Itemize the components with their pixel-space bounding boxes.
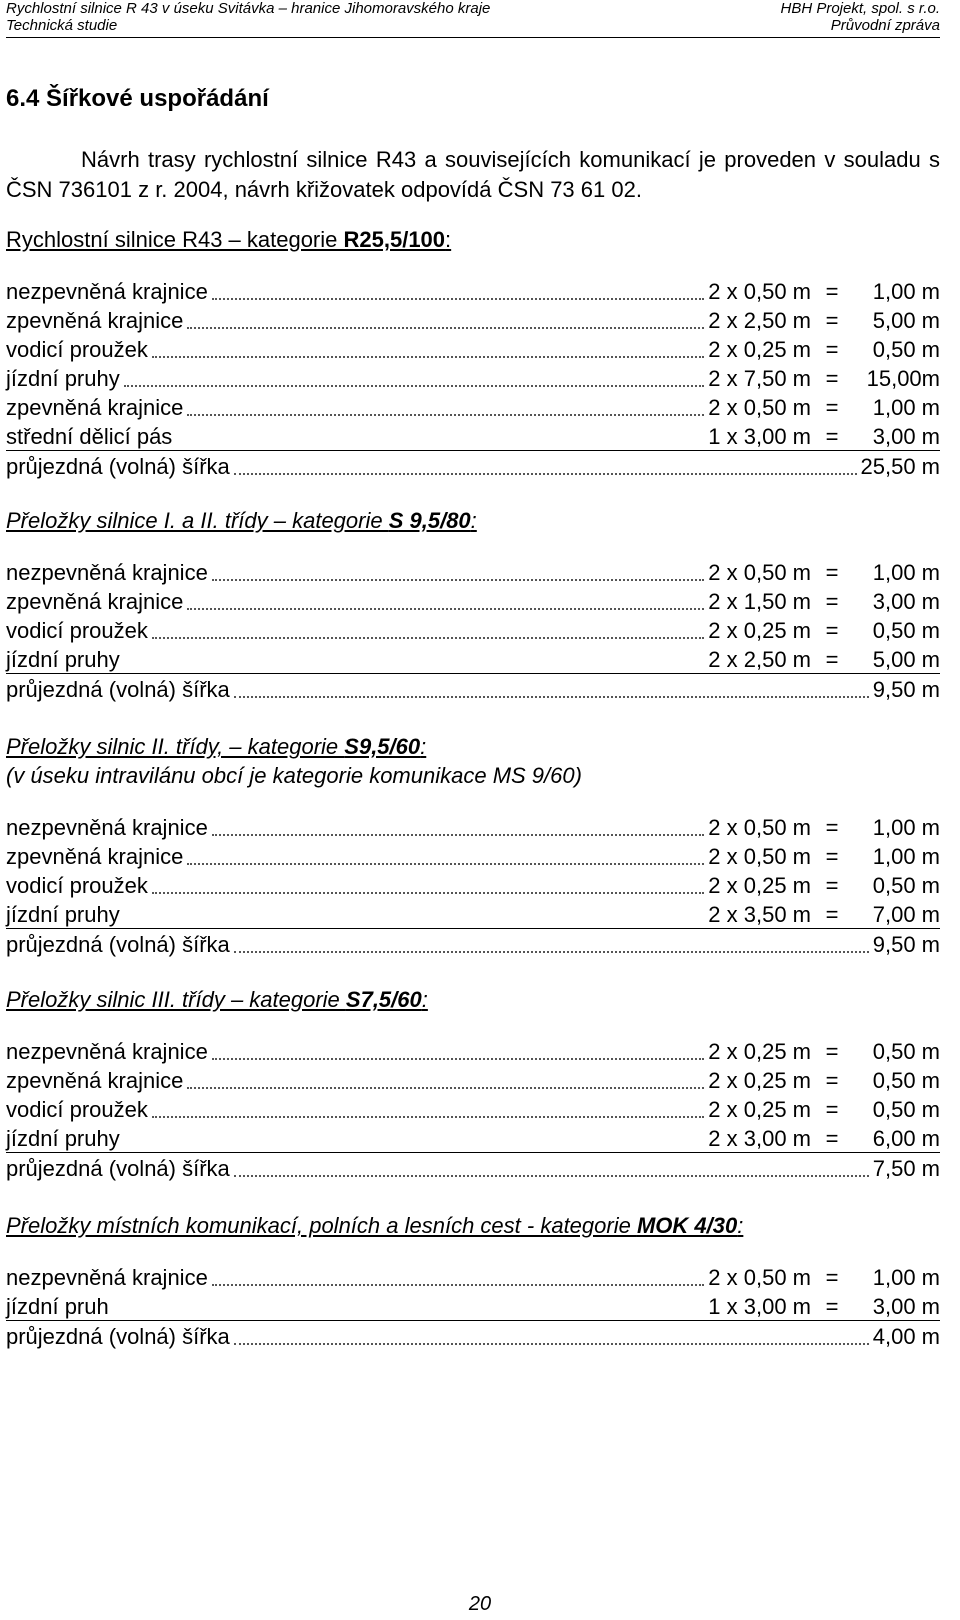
header-company: HBH Projekt, spol. s r.o. xyxy=(780,0,940,17)
width-table-mok-4-30 xyxy=(6,1211,940,1350)
width-table-r43 xyxy=(6,225,940,480)
header-report-type: Průvodní zpráva xyxy=(830,17,940,34)
width-table-s95-80 xyxy=(6,506,940,703)
total-row: průjezdná (volná) šířka 9,50 m xyxy=(6,932,940,957)
section-heading: 6.4 Šířkové uspořádání xyxy=(6,85,269,112)
table-row: jízdní pruhy 2 x 7,50 m = 15,00m xyxy=(6,366,940,391)
table-row: vodicí proužek 2 x 0,25 m = 0,50 m xyxy=(6,873,940,898)
table-row: nezpevněná krajnice 2 x 0,25 m = 0,50 m xyxy=(6,1039,940,1064)
table-row: zpevněná krajnice 2 x 2,50 m = 5,00 m xyxy=(6,308,940,333)
table-row: zpevněná krajnice 2 x 0,50 m = 1,00 m xyxy=(6,844,940,869)
page-number: 20 xyxy=(468,1593,492,1615)
total-row: průjezdná (volná) šířka 25,50 m xyxy=(6,454,940,479)
table-row: jízdní pruhy 2 x 3,50 m = 7,00 m xyxy=(6,899,940,929)
total-row: průjezdná (volná) šířka 7,50 m xyxy=(6,1156,940,1181)
total-row: průjezdná (volná) šířka 9,50 m xyxy=(6,677,940,702)
header-document-title: Rychlostní silnice R 43 v úseku Svitávka – hranice Jihomoravského kraje xyxy=(6,0,491,17)
table-note: (v úseku intravilánu obcí je kategorie komunikace MS 9/60) xyxy=(6,763,582,788)
table-row: zpevněná krajnice 2 x 0,50 m = 1,00 m xyxy=(6,395,940,420)
table-title: Přeložky místních komunikací, polních a lesních cest - kategorie MOK 4/30: xyxy=(6,1213,744,1238)
table-row: nezpevněná krajnice 2 x 0,50 m = 1,00 m xyxy=(6,815,940,840)
table-title: Rychlostní silnice R43 – kategorie R25,5/100: xyxy=(6,227,452,252)
width-table-s95-60 xyxy=(6,732,940,958)
table-row: nezpevněná krajnice 2 x 0,50 m = 1,00 m xyxy=(6,279,940,304)
table-row: střední dělicí pás 1 x 3,00 m = 3,00 m xyxy=(6,421,940,451)
table-row: zpevněná krajnice 2 x 1,50 m = 3,00 m xyxy=(6,589,940,614)
table-title: Přeložky silnic II. třídy, – kategorie S9,5/60: xyxy=(6,734,427,759)
table-title: Přeložky silnice I. a II. třídy – kategorie S 9,5/80: xyxy=(6,508,477,533)
header-study-type: Technická studie xyxy=(6,17,118,34)
table-row: vodicí proužek 2 x 0,25 m = 0,50 m xyxy=(6,1097,940,1122)
table-row: nezpevněná krajnice 2 x 0,50 m = 1,00 m xyxy=(6,560,940,585)
table-row: jízdní pruh 1 x 3,00 m = 3,00 m xyxy=(6,1291,940,1321)
table-row: jízdní pruhy 2 x 3,00 m = 6,00 m xyxy=(6,1123,940,1153)
table-row: vodicí proužek 2 x 0,25 m = 0,50 m xyxy=(6,618,940,643)
total-row: průjezdná (volná) šířka 4,00 m xyxy=(6,1324,940,1349)
table-row: jízdní pruhy 2 x 2,50 m = 5,00 m xyxy=(6,644,940,674)
table-title: Přeložky silnic III. třídy – kategorie S7,5/60: xyxy=(6,987,428,1012)
table-row: zpevněná krajnice 2 x 0,25 m = 0,50 m xyxy=(6,1068,940,1093)
header-divider xyxy=(6,37,940,38)
width-table-s75-60 xyxy=(6,985,940,1182)
intro-paragraph: Návrh trasy rychlostní silnice R43 a souvisejících komunikací je proveden v souladu s ČSN 736101 z r. 2004, návrh křižovatek odpovídá ČSN 73 61 02. xyxy=(6,147,940,202)
table-row: nezpevněná krajnice 2 x 0,50 m = 1,00 m xyxy=(6,1265,940,1290)
table-row: vodicí proužek 2 x 0,25 m = 0,50 m xyxy=(6,337,940,362)
